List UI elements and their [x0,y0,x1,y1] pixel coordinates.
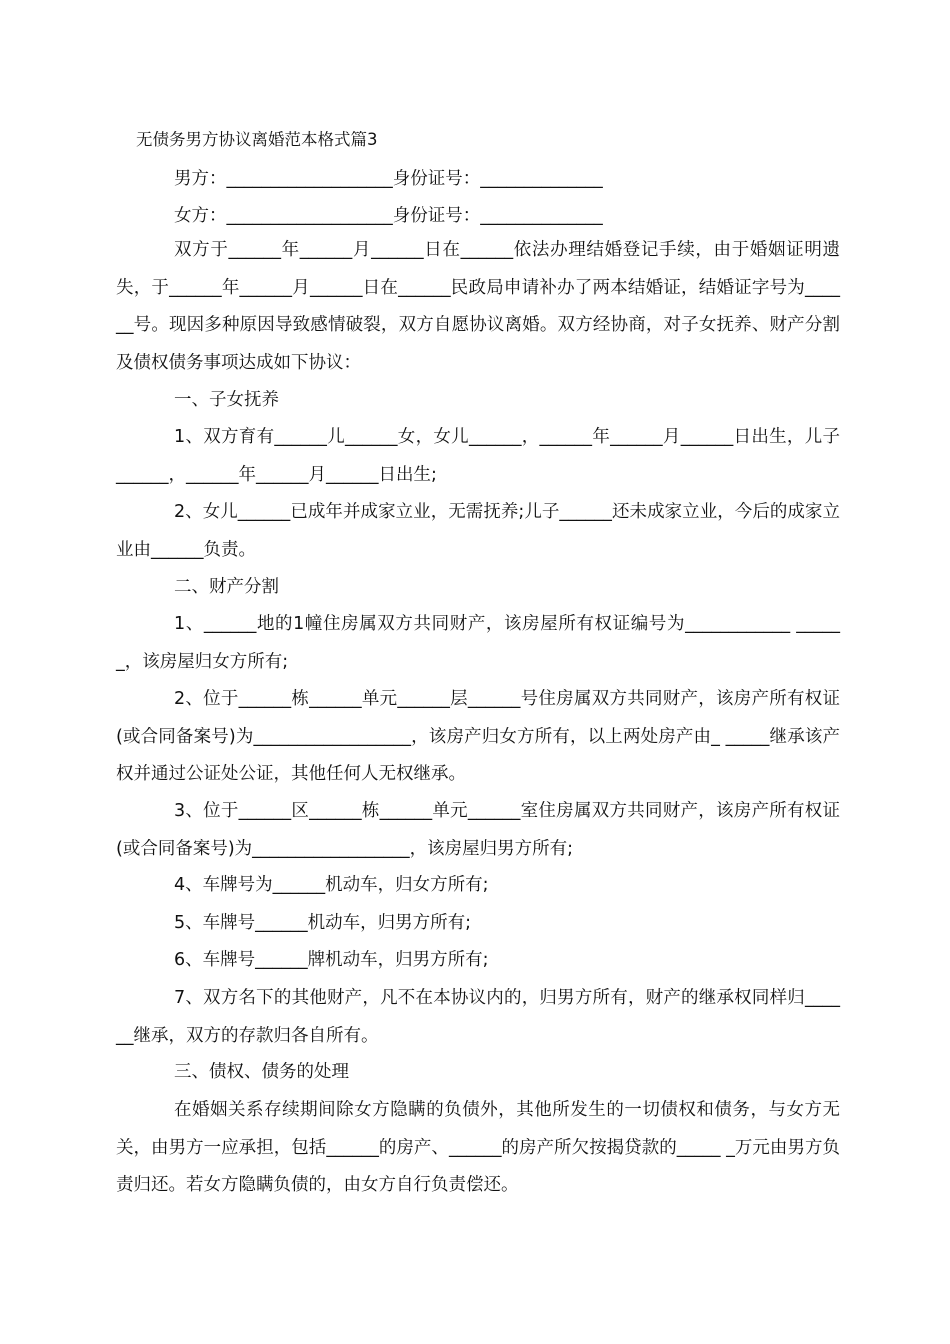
section-heading-debts: 三、债权、债务的处理 [174,1062,349,1082]
debts-clause: 在婚姻关系存续期间除女方隐瞒的负债外，其他所发生的一切债权和债务，与女方无关，由男方一应承担，包括______的房产、______的房产所欠按揭贷款的_____ _万元由男方负责归还。若女方隐瞒负债的，由女方自行负责偿还。 [116,1100,840,1195]
property-clause-7: 7、双方名下的其他财产，凡不在本协议内的，归男方所有，财产的继承权同样归______继承，双方的存款归各自所有。 [116,988,840,1046]
property-clause-2: 2、位于______栋______单元______层______号住房属双方共同财产，该房产所有权证(或合同备案号)为__________________，该房产归女方所有，以上两处房产由_ _____继承该产权并通过公证处公证，其他任何人无权继承。 [116,689,840,784]
wife-line: 女方：___________________身份证号：______________ [174,206,603,226]
property-clause-4: 4、车牌号为______机动车，归女方所有; [174,875,489,895]
document-title: 无债务男方协议离婚范本格式篇3 [136,130,378,149]
property-clause-6: 6、车牌号______牌机动车，归男方所有; [174,950,489,970]
marriage-background-paragraph: 双方于______年______月______日在______依法办理结婚登记手续，由于婚姻证明遗失，于______年______月______日在______民政局申请补办了两本结婚证，结婚证字号为______号。现因多种原因导致感情破裂，双方自愿协议离婚。双方经协商，对子女抚养、财产分割及债权债务事项达成如下协议： [116,240,840,373]
husband-line: 男方：___________________身份证号：______________ [174,169,603,189]
children-clause-2: 2、女儿______已成年并成家立业，无需抚养;儿子______还未成家立业，今后的成家立业由______负责。 [116,502,840,560]
property-clause-1: 1、______地的1幢住房属双方共同财产，该房屋所有权证编号为____________ ______，该房屋归女方所有; [116,614,840,672]
section-heading-children: 一、子女抚养 [174,390,279,410]
property-clause-3: 3、位于______区______栋______单元______室住房属双方共同财产，该房产所有权证(或合同备案号)为__________________，该房屋归男方所有; [116,801,840,859]
children-clause-1: 1、双方育有______儿______女，女儿______，______年______月______日出生，儿子______，______年______月______日出生; [116,427,840,485]
section-heading-property: 二、财产分割 [174,577,279,597]
property-clause-5: 5、车牌号______机动车，归男方所有; [174,913,472,933]
